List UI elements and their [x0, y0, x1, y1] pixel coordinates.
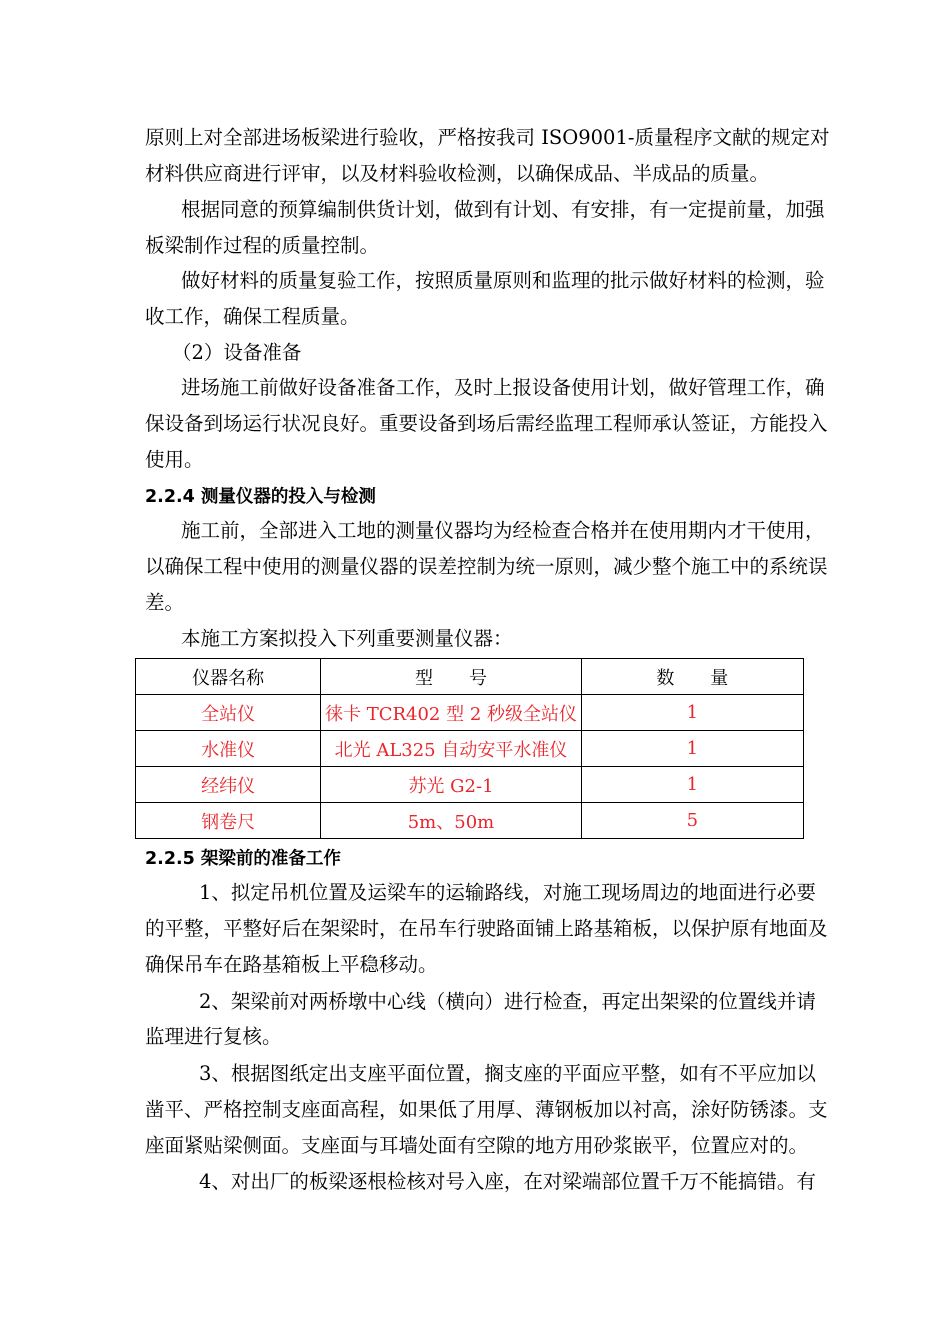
paragraph-line: 使用。 [145, 448, 204, 471]
paragraph-line: 做好材料的质量复验工作，按照质量原则和监理的批示做好材料的检测，验 [181, 269, 825, 292]
cell-quantity: 5 [581, 803, 803, 839]
paragraph-line: 根据同意的预算编制供货计划，做到有计划、有安排，有一定提前量，加强 [181, 198, 825, 221]
paragraph-line: 4、对出厂的板梁逐根检核对号入座，在对梁端部位置千万不能搞错。有 [199, 1170, 816, 1193]
cell-model: 北光 AL325 自动安平水准仪 [321, 731, 581, 767]
cell-instrument-name: 水准仪 [136, 731, 321, 767]
cell-model: 徕卡 TCR402 型 2 秒级全站仪 [321, 695, 581, 731]
paragraph-line: 保设备到场运行状况良好。重要设备到场后需经监理工程师承认签证，方能投入 [145, 412, 828, 435]
paragraph-line: 以确保工程中使用的测量仪器的误差控制为统一原则，减少整个施工中的系统误 [145, 555, 828, 578]
cell-quantity: 1 [581, 731, 803, 767]
table-row [136, 731, 804, 767]
paragraph-line: 板梁制作过程的质量控制。 [145, 234, 380, 257]
table-header-row [136, 659, 804, 695]
cell-quantity: 1 [581, 767, 803, 803]
cell-instrument-name: 钢卷尺 [136, 803, 321, 839]
header-instrument-name: 仪器名称 [136, 659, 321, 695]
instrument-table [135, 658, 804, 839]
table-row [136, 767, 804, 803]
cell-quantity: 1 [581, 695, 803, 731]
section-heading-2-2-5: 2.2.5 架梁前的准备工作 [145, 849, 341, 869]
cell-instrument-name: 全站仪 [136, 695, 321, 731]
paragraph-line: 座面紧贴梁侧面。支座面与耳墙处面有空隙的地方用砂浆嵌平，位置应对的。 [145, 1134, 809, 1157]
header-quantity: 数 量 [581, 659, 803, 695]
paragraph-line: 施工前，全部进入工地的测量仪器均为经检查合格并在使用期内才干使用， [181, 519, 825, 542]
cell-instrument-name: 经纬仪 [136, 767, 321, 803]
paragraph-line: 2、架梁前对两桥墩中心线（横向）进行检查，再定出架梁的位置线并请 [199, 990, 816, 1013]
paragraph-line: 进场施工前做好设备准备工作，及时上报设备使用计划，做好管理工作，确 [181, 376, 825, 399]
paragraph-line: 本施工方案拟投入下列重要测量仪器： [181, 627, 513, 650]
table-row [136, 803, 804, 839]
cell-model: 苏光 G2-1 [321, 767, 581, 803]
paragraph-line: 的平整，平整好后在架梁时，在吊车行驶路面铺上路基箱板，以保护原有地面及 [145, 917, 828, 940]
table-row [136, 695, 804, 731]
section-heading-2-2-4: 2.2.4 测量仪器的投入与检测 [145, 487, 376, 507]
paragraph-line: 差。 [145, 591, 185, 614]
subsection-label: （2）设备准备 [172, 341, 302, 364]
cell-model: 5m、50m [321, 803, 581, 839]
paragraph-line: 原则上对全部进场板梁进行验收，严格按我司 ISO9001-质量程序文献的规定对 [145, 126, 830, 149]
paragraph-line: 3、根据图纸定出支座平面位置，搁支座的平面应平整，如有不平应加以 [199, 1062, 816, 1085]
header-model: 型 号 [321, 659, 581, 695]
paragraph-line: 确保吊车在路基箱板上平稳移动。 [145, 953, 438, 976]
paragraph-line: 1、拟定吊机位置及运梁车的运输路线，对施工现场周边的地面进行必要 [199, 881, 816, 904]
paragraph-line: 监理进行复核。 [145, 1025, 282, 1048]
paragraph-line: 凿平、严格控制支座面高程，如果低了用厚、薄钢板加以衬高，涂好防锈漆。支 [145, 1098, 828, 1121]
paragraph-line: 收工作，确保工程质量。 [145, 305, 360, 328]
paragraph-line: 材料供应商进行评审，以及材料验收检测，以确保成品、半成品的质量。 [145, 162, 770, 185]
